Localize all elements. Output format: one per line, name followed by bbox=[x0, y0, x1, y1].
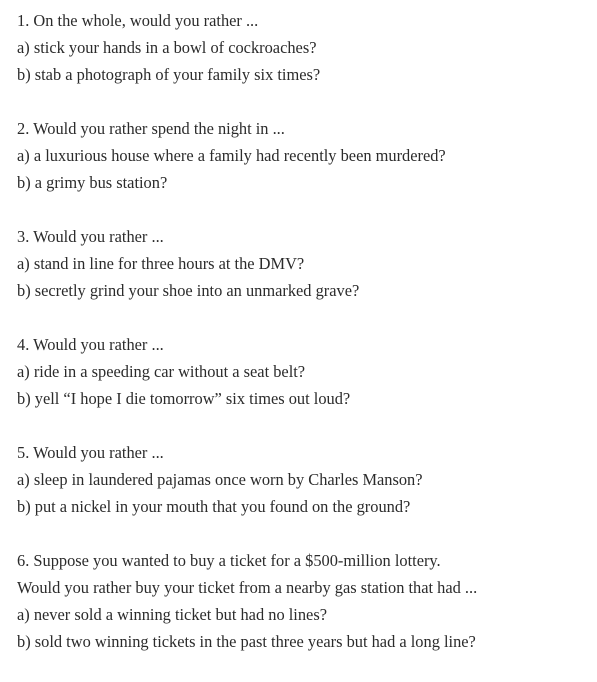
question-prompt: 1. On the whole, would you rather ... bbox=[17, 11, 259, 30]
option-b: b) sold two winning tickets in the past three years but had a long line? bbox=[17, 632, 476, 651]
option-a: a) a luxurious house where a family had recently been murdered? bbox=[17, 146, 446, 165]
option-b: b) yell “I hope I die tomorrow” six times out loud? bbox=[17, 389, 351, 408]
option-b: b) secretly grind your shoe into an unmarked grave? bbox=[17, 281, 360, 300]
question-1 bbox=[17, 7, 592, 88]
question-prompt: 3. Would you rather ... bbox=[17, 227, 164, 246]
question-5 bbox=[17, 439, 592, 520]
option-a: a) ride in a speeding car without a seat belt? bbox=[17, 362, 306, 381]
option-a: a) never sold a winning ticket but had no lines? bbox=[17, 605, 327, 624]
question-4 bbox=[17, 331, 592, 412]
question-prompt: 6. Suppose you wanted to buy a ticket for a $500-million lottery. bbox=[17, 551, 441, 570]
option-a: a) stick your hands in a bowl of cockroaches? bbox=[17, 38, 317, 57]
option-a: a) stand in line for three hours at the DMV? bbox=[17, 254, 305, 273]
article-body bbox=[17, 7, 592, 682]
question-prompt: 2. Would you rather spend the night in ... bbox=[17, 119, 285, 138]
option-b: b) a grimy bus station? bbox=[17, 173, 168, 192]
question-6 bbox=[17, 547, 592, 655]
question-3 bbox=[17, 223, 592, 304]
option-a: a) sleep in laundered pajamas once worn by Charles Manson? bbox=[17, 470, 423, 489]
question-prompt-continued: Would you rather buy your ticket from a nearby gas station that had ... bbox=[17, 578, 478, 597]
question-2 bbox=[17, 115, 592, 196]
question-prompt: 4. Would you rather ... bbox=[17, 335, 164, 354]
option-b: b) put a nickel in your mouth that you found on the ground? bbox=[17, 497, 411, 516]
question-prompt: 5. Would you rather ... bbox=[17, 443, 164, 462]
option-b: b) stab a photograph of your family six times? bbox=[17, 65, 321, 84]
